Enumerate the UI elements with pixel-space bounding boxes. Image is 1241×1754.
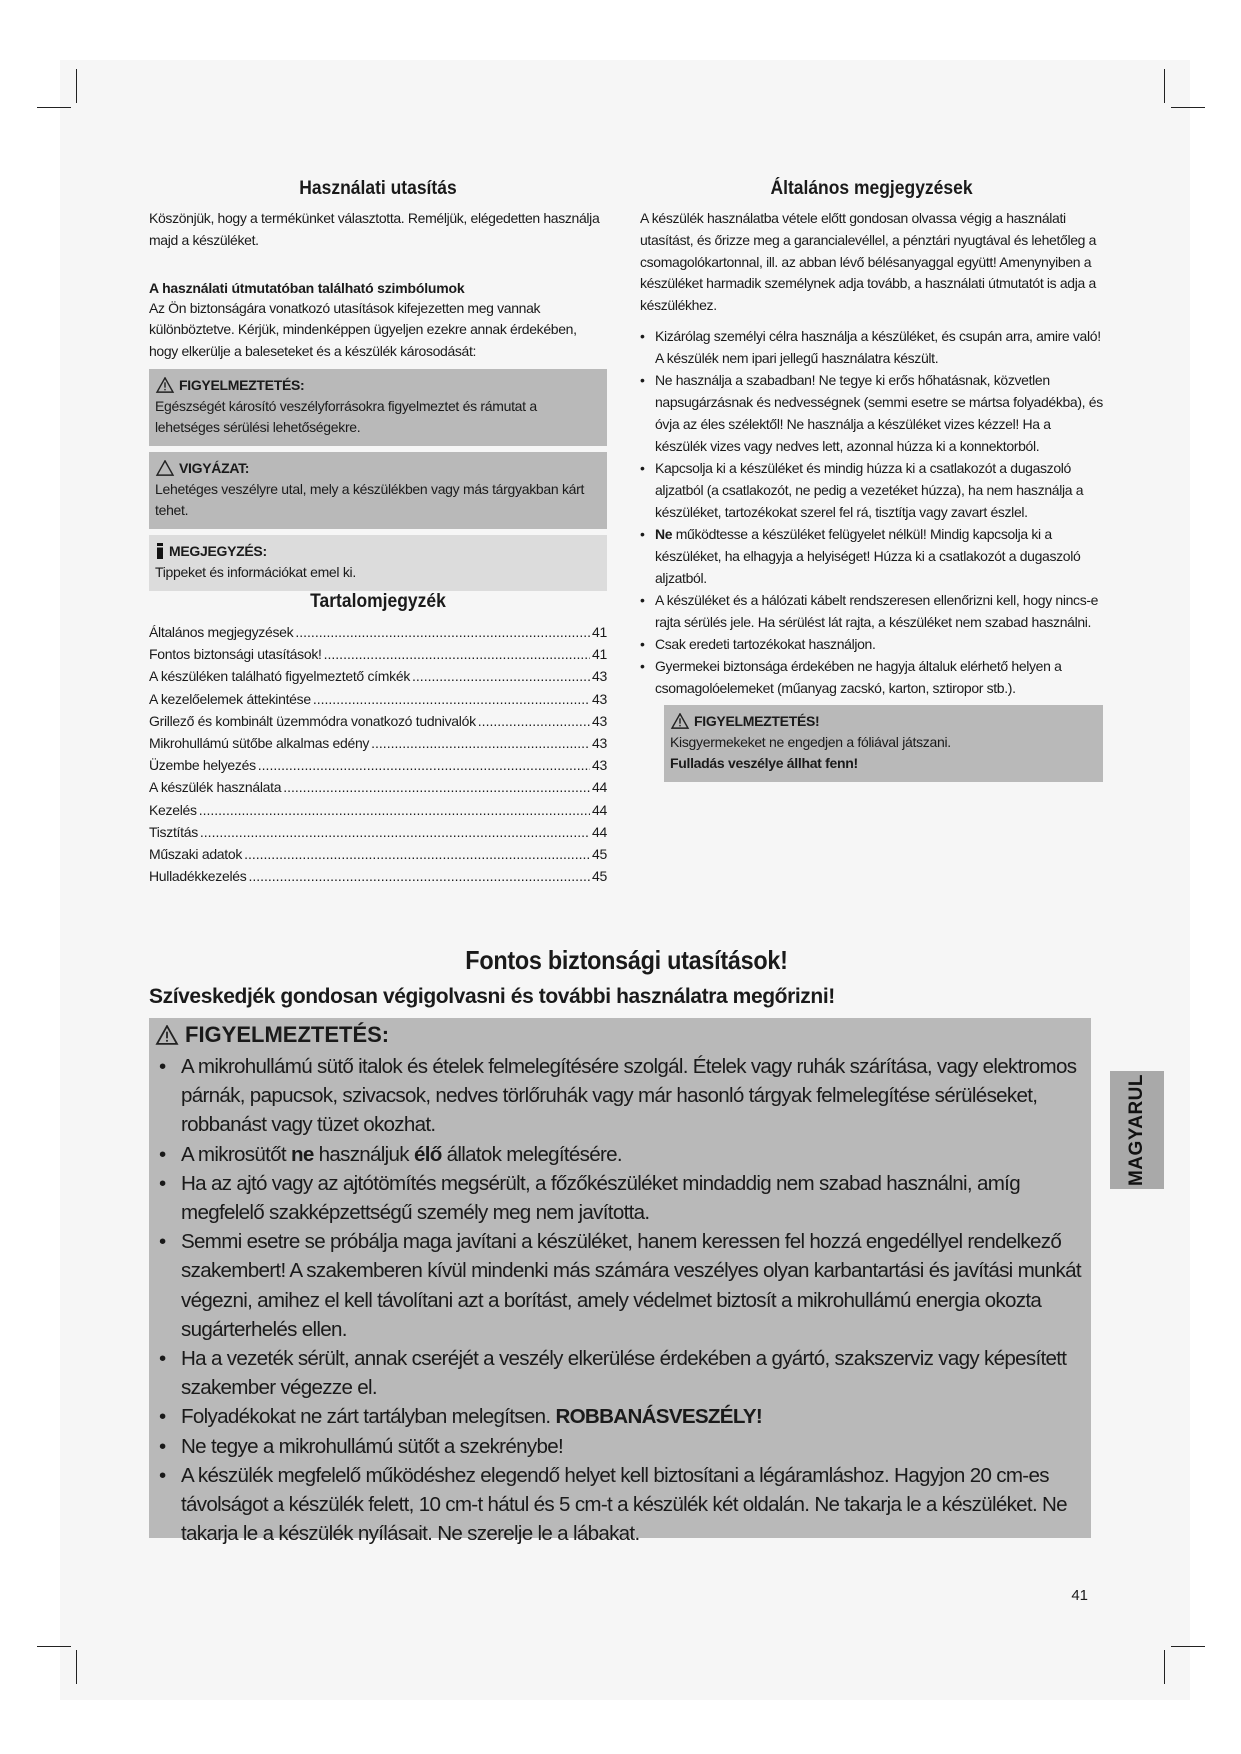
toc-entry[interactable] <box>149 688 607 710</box>
toc-entry-page: 45 <box>592 868 607 885</box>
toc-leader <box>313 688 590 710</box>
toc-entry[interactable] <box>149 621 607 643</box>
warning-title: FIGYELMEZTETÉS! <box>694 712 820 729</box>
toc-entry[interactable] <box>149 799 607 821</box>
list-item: • Ne használja a szabadban! Ne tegye ki erős hőhatásnak, közvetlen napsugárzásnak és nedvességnek (semmi esetre se mártsa folyadékba), és óvja az éles szélektől! Ne használja a készüléket vizes kézzel! Ha a készülék vizes vagy nedves lett, azonnal húzza ki a konnektorból. <box>640 369 1103 457</box>
list-item: • Kizárólag személyi célra használja a készüléket, és csupán arra, amire való! A készülék nem ipari jellegű használatra készült. <box>640 325 1103 369</box>
toc-entry[interactable] <box>149 643 607 665</box>
toc-leader <box>295 621 590 643</box>
toc-entry-label: Grillező és kombinált üzemmódra vonatkozó tudnivalók <box>149 712 476 729</box>
toc-leader <box>244 843 590 865</box>
crop-mark <box>1171 1646 1205 1647</box>
list-item-text: A mikrosütőt <box>181 1142 291 1166</box>
caution-box <box>149 452 607 529</box>
crop-mark <box>76 69 77 103</box>
intro-text: Köszönjük, hogy a termékünket választotta. Reméljük, elégedetten használja majd a készüléket. <box>149 210 600 248</box>
toc-title: Tartalomjegyzék <box>310 590 446 612</box>
safety-warning-title: FIGYELMEZTETÉS: <box>185 1022 390 1047</box>
list-item: • Kapcsolja ki a készüléket és mindig húzza ki a csatlakozót a dugaszoló aljzatból (a csatlakozót, ne pedig a vezetéket húzza), ha nem használja a készüléket, tartozékokat szerel fel rá, tisztítja vagy zavart észlel. <box>640 457 1103 523</box>
list-item <box>640 523 1103 589</box>
crop-mark <box>1164 69 1165 103</box>
toc-leader <box>371 732 590 754</box>
general-notes-list <box>640 325 1103 699</box>
page-number: 41 <box>1071 1587 1088 1604</box>
toc-entry-page: 44 <box>592 823 607 840</box>
caution-text: Lehetéges veszélyre utal, mely a készülékben vagy más tárgyakban kárt tehet. <box>155 480 585 518</box>
toc-entry-page: 44 <box>592 779 607 796</box>
toc-entry[interactable] <box>149 865 607 887</box>
info-icon <box>155 543 165 559</box>
list-item: • A készüléket és a hálózati kábelt rendszeresen ellenőrizni kell, hogy nincs-e rajta sérülés jele. Ha sérülést lát rajta, a készüléket nem szabad használni. <box>640 589 1103 633</box>
toc-entry-label: Műszaki adatok <box>149 846 243 863</box>
warning-triangle-icon <box>155 377 175 393</box>
section-title-instructions: Használati utasítás <box>299 178 457 199</box>
emphasis-ne: Ne <box>655 525 673 542</box>
warning-emphasis: Fulladás veszélye állhat fenn! <box>670 754 858 771</box>
list-item: • Ne tegye a mikrohullámú sütőt a szekrénybe! <box>155 1432 1085 1461</box>
safety-warning-box <box>149 1018 1091 1546</box>
caution-title: VIGYÁZAT: <box>179 459 250 476</box>
toc-leader <box>283 776 590 798</box>
emphasis-elo: élő <box>413 1142 442 1166</box>
child-safety-warning-box <box>664 705 1103 782</box>
toc-entry-page: 41 <box>592 623 607 640</box>
toc-entry-page: 45 <box>592 846 607 863</box>
warning-triangle-icon <box>670 713 690 729</box>
emphasis-ne: ne <box>290 1142 314 1166</box>
safety-title: Fontos biztonsági utasítások! <box>465 945 788 975</box>
crop-mark <box>76 1650 77 1684</box>
emphasis-explosion: ROBBANÁSVESZÉLY! <box>555 1405 763 1429</box>
toc-entry-label: Üzembe helyezés <box>149 757 256 774</box>
toc-entry-label: Hulladékkezelés <box>149 868 247 885</box>
list-item: • Ha az ajtó vagy az ajtótömítés megsérült, a főzőkészüléket mindaddig nem szabad használni, amíg megfelelő szakképzettségű személy meg nem javította. <box>155 1169 1085 1227</box>
list-item-text: Folyadékokat ne zárt tartályban melegítsen. <box>181 1405 556 1429</box>
section-title-general-notes: Általános megjegyzések <box>770 178 973 199</box>
warning-text: Kisgyermekeket ne engedjen a fóliával játszani. <box>670 733 951 750</box>
toc-leader <box>324 643 590 665</box>
toc-leader <box>199 799 590 821</box>
toc-entry-label: Tisztítás <box>149 823 198 840</box>
toc-entry[interactable] <box>149 843 607 865</box>
toc-entry-label: Kezelés <box>149 801 197 818</box>
toc-entry-label: Fontos biztonsági utasítások! <box>149 646 322 663</box>
warning-text: Egészségét károsító veszélyforrásokra figyelmeztet és rámutat a lehetséges sérülési lehetőségekre. <box>155 397 537 435</box>
note-box <box>149 535 607 591</box>
toc-entry-label: Mikrohullámú sütőbe alkalmas edény <box>149 735 370 751</box>
warning-triangle-icon <box>155 1025 179 1045</box>
toc-entry[interactable] <box>149 732 607 754</box>
note-text: Tippeket és információkat emel ki. <box>155 563 356 580</box>
toc-entry-label: A készülék használata <box>149 779 282 796</box>
caution-triangle-icon <box>155 460 175 476</box>
crop-mark <box>1171 107 1205 108</box>
general-notes-intro: A készülék használatba vétele előtt gondosan olvassa végig a használati utasítást, és őrizze meg a garancialevéllel, a pénztári nyugtával és lehetőleg a csomagolókartonnal, ill. az abban lévő bélésanyaggal együtt! Amenynyiben a készüléket harmadik személynek adja tovább, a használati útmutatót is adja a készülékhez. <box>640 210 1097 314</box>
symbols-text: Az Ön biztonságára vonatkozó utasítások kifejezetten meg vannak különböztetve. Kérjük, mindenképpen ügyeljen ezekre annak érdekében, hogy elkerülje a baleseteket és a készülék károsodását: <box>149 299 577 360</box>
list-item: • A mikrohullámú sütő italok és ételek felmelegítésére szolgál. Ételek vagy ruhák szárítása, vagy elektromos párnák, papucsok, szivacsok, nedves törlőruhák vagy már hasonló tárgyak felmelegítése sérüléseket, robbanást vagy tüzet okozhat. <box>155 1052 1085 1140</box>
toc-entry-page: 43 <box>592 757 607 774</box>
crop-mark <box>1164 1650 1165 1684</box>
toc-entry-label: A készüléken található figyelmeztető címkék <box>149 668 411 685</box>
list-item: • Gyermekei biztonsága érdekében ne hagyja általuk elérhető helyen a csomagolóelemeket (műanyag zacskó, karton, sztiropor stb.). <box>640 655 1103 699</box>
toc-entry-label: A kezelőelemek áttekintése <box>149 690 311 707</box>
toc-entry-label: Általános megjegyzések <box>149 623 294 640</box>
toc-leader <box>412 665 590 687</box>
crop-mark <box>37 107 71 108</box>
left-column <box>149 178 607 887</box>
list-item: • Ha a vezeték sérült, annak cseréjét a veszély elkerülése érdekében a gyártó, szakszerviz vagy képesített szakember végezze el. <box>155 1344 1085 1402</box>
toc-entry[interactable] <box>149 776 607 798</box>
note-title: MEGJEGYZÉS: <box>169 542 267 559</box>
toc-entry[interactable] <box>149 821 607 843</box>
toc-leader <box>248 865 590 887</box>
toc-entry-page: 41 <box>592 646 607 663</box>
list-item-text: állatok melegítésére. <box>441 1142 622 1166</box>
toc-leader <box>478 710 590 732</box>
list-item-text: használjuk <box>313 1142 414 1166</box>
warning-title: FIGYELMEZTETÉS: <box>179 376 305 393</box>
toc-entry[interactable] <box>149 710 607 732</box>
language-tab <box>1110 1071 1164 1189</box>
crop-mark <box>37 1646 71 1647</box>
toc-entry-page: 43 <box>592 690 607 707</box>
right-column <box>640 178 1103 782</box>
toc-entry-page: 44 <box>592 801 607 818</box>
symbols-heading: A használati útmutatóban található szimbólumok <box>149 279 465 296</box>
toc-leader <box>258 754 590 776</box>
toc-list <box>149 621 607 887</box>
list-item <box>155 1402 1085 1431</box>
toc-entry[interactable] <box>149 754 607 776</box>
toc-entry-page: 43 <box>592 668 607 685</box>
toc-leader <box>200 821 590 843</box>
language-tab-label: MAGYARUL <box>1126 1073 1147 1187</box>
list-item: • Csak eredeti tartozékokat használjon. <box>640 633 1103 655</box>
toc-entry-page: 43 <box>592 712 607 729</box>
list-item: • Semmi esetre se próbálja maga javítani a készüléket, hanem keressen fel hozzá engedéllyel rendelkező szakembert! A szakemberen kívül mindenki más számára veszélyes olyan karbantartási és javítási munkát végezni, amihez el kell távolítani azt a borítást, amely védelmet biztosít a mikrohullámú energia okozta sugárterhelés ellen. <box>155 1227 1085 1344</box>
safety-subtitle: Szíveskedjék gondosan végigolvasni és további használatra megőrizni! <box>149 985 835 1008</box>
toc-entry[interactable] <box>149 665 607 687</box>
toc-entry-page: 43 <box>592 735 607 751</box>
list-item-text: működtesse a készüléket felügyelet nélkül! Mindig kapcsolja ki a készüléket, ha elhagyja a helyiséget! Húzza ki a csatlakozót a dugaszoló aljzatból. <box>655 525 1081 586</box>
list-item <box>155 1140 1085 1169</box>
list-item: • A készülék megfelelő működéshez elegendő helyet kell biztosítani a légáramláshoz. Hagyjon 20 cm-es távolságot a készülék felett, 10 cm-t hátul és 5 cm-t a készülék két oldalán. Ne takarja le a készüléket. Ne takarja le a készülék nyílásait. Ne szerelje le a lábakat. <box>155 1461 1085 1549</box>
warning-box <box>149 369 607 446</box>
safety-list <box>155 1052 1085 1548</box>
